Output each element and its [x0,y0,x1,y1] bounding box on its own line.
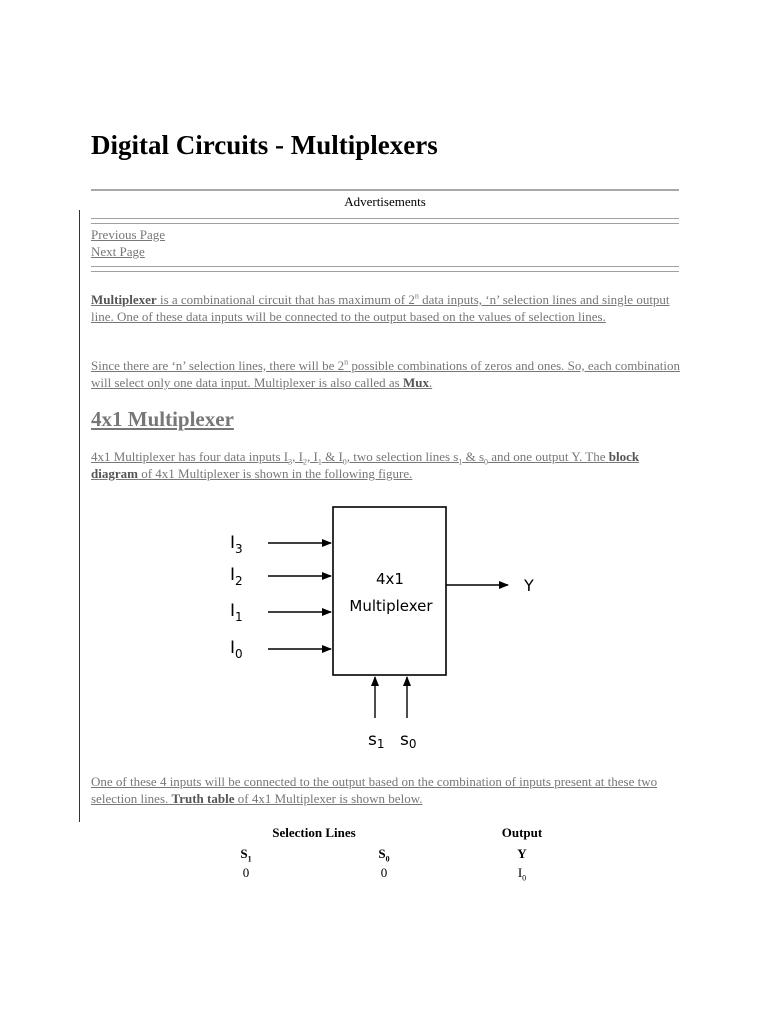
advertisements-label: Advertisements [344,194,426,209]
column-s1: $S_1$ [240,846,252,864]
section-paragraph-1: 4x1 Multiplexer has four data inputs $I_3$, $I_2$, $I_1$ & $I_0$, two selection lines $s_1$ & $s_0$ and one output Y. The block diagram of 4x1 Multiplexer is shown in the following figure. [91,449,640,481]
output-label-y: Y [524,576,534,595]
divider [91,271,679,272]
section-heading: 4x1 Multiplexer [91,407,234,431]
page-title: Digital Circuits - Multiplexers [91,130,438,160]
page-navigation [91,226,165,260]
cell-s1: 0 [242,865,250,880]
divider [91,266,679,267]
previous-page-link[interactable]: Previous Page [91,227,166,242]
column-y: Y [517,846,527,861]
input-label-i0: $I_0$ [230,638,243,661]
cell-y: $I_0$ [517,865,527,883]
block-label-name: Multiplexer [349,597,433,615]
header-output: Output [501,825,543,840]
left-rule [79,210,80,822]
multiplexer-block-diagram [218,498,548,758]
mux-block [333,507,446,675]
input-label-i2: $I_2$ [230,565,243,588]
block-label-size: 4x1 [376,570,404,588]
divider [91,218,679,219]
next-page-link[interactable]: Next Page [91,244,145,259]
section-paragraph-2: One of these 4 inputs will be connected to the output based on the combination of inputs present at these two selection lines. Truth table of 4x1 Multiplexer is shown below. [91,774,658,806]
intro-paragraph-2: Since there are ‘n’ selection lines, there will be 2$^n$ possible combinations of zeros and ones. So, each combination will select only one data input. Multiplexer is also called as Mux. [91,357,680,390]
divider [91,223,679,224]
select-label-s1: s1 [368,730,385,751]
column-s0: $S_0$ [378,846,390,864]
intro-paragraph-1: Multiplexer is a combinational circuit that has maximum of 2$^n$ data inputs, ‘n’ selection lines and single output line. One of these data inputs will be connected to the output based on the values of selection lines. [91,291,670,324]
divider [91,189,679,191]
input-label-i1: $I_1$ [230,601,243,624]
cell-s0: 0 [380,865,388,880]
select-label-s0: s0 [400,730,417,751]
header-selection-lines: Selection Lines [272,825,356,840]
input-label-i3: $I_3$ [230,533,243,556]
